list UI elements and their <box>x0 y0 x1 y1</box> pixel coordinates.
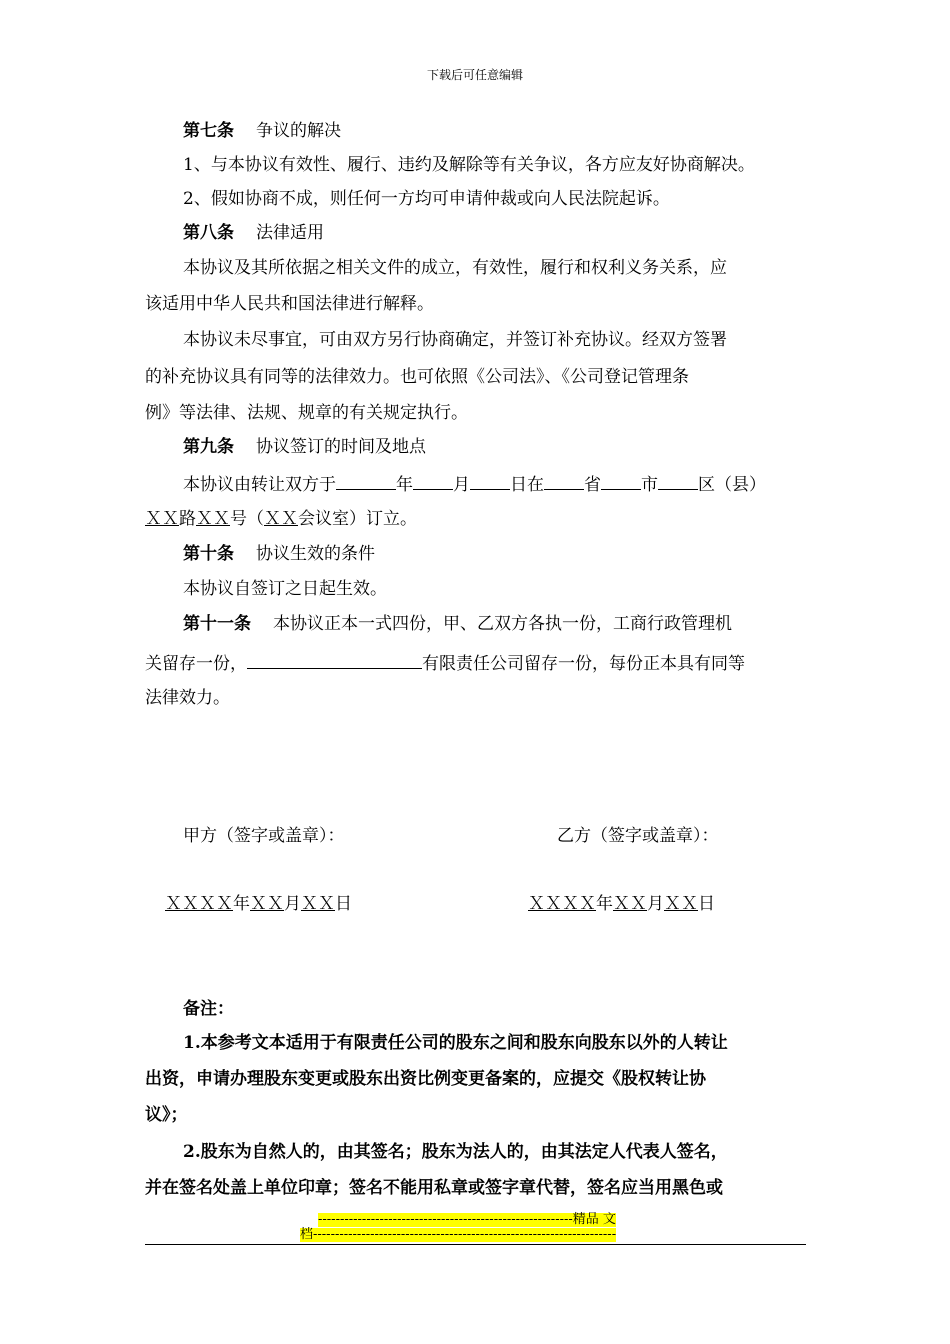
article-8-paragraph-2c: 例》等法律、法规、规章的有关规定执行。 <box>145 403 468 423</box>
article-7-paragraph-2: 2、假如协商不成，则任何一方均可申请仲裁或向人民法院起诉。 <box>183 189 670 209</box>
year-placeholder: ＸＸＸＸ <box>165 894 233 914</box>
article-8-paragraph-1b: 该适用中华人民共和国法律进行解释。 <box>145 294 434 314</box>
text-segment: 有限责任公司留存一份，每份正本具有同等 <box>422 654 745 674</box>
text-segment: 市 <box>641 475 658 495</box>
article-9-title: 第九条 <box>183 437 234 457</box>
text-segment: 省 <box>584 475 601 495</box>
footer-watermark-line-2: 档--------------------------------------------------------------------- <box>300 1227 617 1242</box>
year-placeholder: ＸＸＸＸ <box>528 894 596 914</box>
article-7-heading: 争议的解决 <box>256 121 341 141</box>
company-name-blank <box>247 651 422 669</box>
text-segment: 年 <box>233 894 250 914</box>
article-10-paragraph-1: 本协议自签订之日起生效。 <box>183 579 387 599</box>
article-9-address-line <box>145 509 417 529</box>
article-8-title-line <box>183 223 324 243</box>
city-blank <box>601 472 641 490</box>
text-segment: 关留存一份， <box>145 654 247 674</box>
text-segment: 日在 <box>510 475 544 495</box>
month-placeholder: ＸＸ <box>613 894 647 914</box>
article-11-line-2 <box>145 651 745 674</box>
text-segment: 月 <box>647 894 664 914</box>
text-segment: 本协议正本一式四份，甲、乙双方各执一份，工商行政管理机 <box>273 614 732 634</box>
day-placeholder: ＸＸ <box>301 894 335 914</box>
footer-rule <box>145 1244 806 1245</box>
party-b-signature-label: 乙方（签字或盖章）： <box>557 826 719 846</box>
article-7-title-line <box>183 121 341 141</box>
article-8-title: 第八条 <box>183 223 234 243</box>
article-9-date-place-line <box>183 472 766 495</box>
month-blank <box>413 472 453 490</box>
article-11-line-1 <box>183 614 732 634</box>
article-11-line-3: 法律效力。 <box>145 688 230 708</box>
text-segment: 会议室）订立。 <box>298 509 417 529</box>
article-11-title: 第十一条 <box>183 614 251 634</box>
article-7-paragraph-1: 1、与本协议有效性、履行、违约及解除等有关争议，各方应友好协商解决。 <box>183 155 755 175</box>
text-segment: 路 <box>179 509 196 529</box>
footer-watermark-line-1: ----------------------------------------------------------精品 文 <box>318 1212 616 1227</box>
article-8-paragraph-2b: 的补充协议具有同等的法律效力。也可依照《公司法》、《公司登记管理条 <box>145 367 689 387</box>
text-segment: 号（ <box>230 509 264 529</box>
province-blank <box>544 472 584 490</box>
article-8-heading: 法律适用 <box>256 223 324 243</box>
day-placeholder: ＸＸ <box>664 894 698 914</box>
number-placeholder: ＸＸ <box>196 509 230 529</box>
text-segment: 区（县） <box>698 475 766 495</box>
text-segment: 本协议由转让双方于 <box>183 475 336 495</box>
article-10-title: 第十条 <box>183 544 234 564</box>
district-blank <box>658 472 698 490</box>
text-segment: 年 <box>596 894 613 914</box>
note-1-line-3: 议》； <box>145 1105 188 1125</box>
article-10-title-line <box>183 544 375 564</box>
article-10-heading: 协议生效的条件 <box>256 544 375 564</box>
text-segment: 月 <box>453 475 470 495</box>
party-a-signature-label: 甲方（签字或盖章）： <box>183 826 345 846</box>
month-placeholder: ＸＸ <box>250 894 284 914</box>
article-8-paragraph-2a: 本协议未尽事宜，可由双方另行协商确定，并签订补充协议。经双方签署 <box>183 330 727 350</box>
day-blank <box>470 472 510 490</box>
party-a-date <box>165 894 352 914</box>
notes-title: 备注： <box>183 999 234 1019</box>
article-7-title: 第七条 <box>183 121 234 141</box>
party-b-date <box>528 894 715 914</box>
year-blank <box>336 472 396 490</box>
road-placeholder: ＸＸ <box>145 509 179 529</box>
text-segment: 日 <box>698 894 715 914</box>
article-9-heading: 协议签订的时间及地点 <box>256 437 426 457</box>
text-segment: 日 <box>335 894 352 914</box>
text-segment: 年 <box>396 475 413 495</box>
note-1-line-1: 1.本参考文本适用于有限责任公司的股东之间和股东向股东以外的人转让 <box>183 1033 728 1053</box>
note-1-line-2: 出资，申请办理股东变更或股东出资比例变更备案的，应提交《股权转让协 <box>145 1069 706 1089</box>
article-8-paragraph-1a: 本协议及其所依据之相关文件的成立，有效性，履行和权利义务关系，应 <box>183 258 727 278</box>
note-2-line-2: 并在签名处盖上单位印章；签名不能用私章或签字章代替，签名应当用黑色或 <box>145 1178 723 1198</box>
note-2-line-1: 2.股东为自然人的，由其签名；股东为法人的，由其法定人代表人签名， <box>183 1142 728 1162</box>
page-header: 下载后可任意编辑 <box>426 68 523 82</box>
room-placeholder: ＸＸ <box>264 509 298 529</box>
text-segment: 月 <box>284 894 301 914</box>
article-9-title-line <box>183 437 426 457</box>
